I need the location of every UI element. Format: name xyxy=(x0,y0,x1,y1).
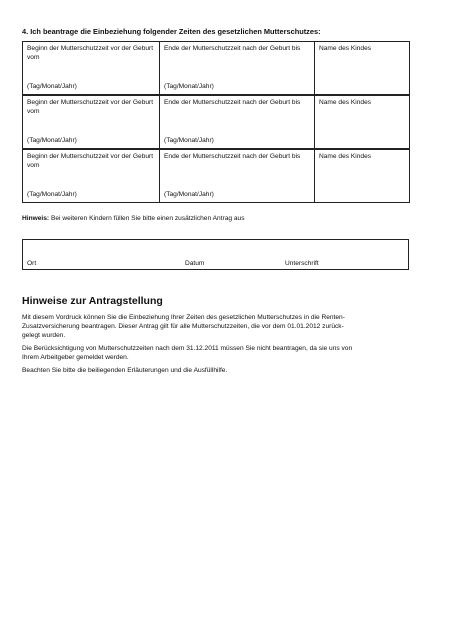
section-title: 4. Ich beantrage die Einbeziehung folgender Zeiten des gesetzlichen Mutterschutzes: xyxy=(22,27,321,36)
guidance-paragraph-2 xyxy=(22,344,417,362)
begin-date-label: Beginn der Mutterschutzzeit vor der Geburt vom xyxy=(27,45,154,61)
date-format-hint: (Tag/Monat/Jahr) xyxy=(27,83,77,91)
guidance-heading: Hinweise zur Antragstellung xyxy=(22,295,163,307)
mutterschutz-table-3 xyxy=(22,149,410,203)
child-name-label: Name des Kindes xyxy=(319,45,372,52)
end-date-label: Ende der Mutterschutzzeit nach der Geburt bis xyxy=(164,45,301,52)
table-row xyxy=(23,96,410,149)
signature-label: Unterschrift xyxy=(285,260,319,267)
begin-date-field[interactable] xyxy=(23,96,160,149)
hint-text: Bei weiteren Kindern füllen Sie bitte einen zusätzlichen Antrag aus xyxy=(49,215,245,222)
end-date-field[interactable] xyxy=(160,42,315,95)
hint-label: Hinweis: xyxy=(22,215,50,222)
text-line: Beachten Sie bitte die beiliegenden Erläuterungen und die Ausfüllhilfe. xyxy=(22,367,228,374)
table-row xyxy=(23,42,410,95)
date-format-hint: (Tag/Monat/Jahr) xyxy=(27,191,77,199)
table-row xyxy=(23,150,410,203)
date-format-hint: (Tag/Monat/Jahr) xyxy=(27,137,77,145)
child-name-label: Name des Kindes xyxy=(319,153,372,160)
begin-date-label: Beginn der Mutterschutzzeit vor der Geburt vom xyxy=(27,153,154,169)
text-line: Mit diesem Vordruck können Sie die Einbeziehung Ihrer Zeiten des gesetzlichen Mutterschutzes in die Renten- xyxy=(22,314,345,321)
guidance-paragraph-3 xyxy=(22,366,417,375)
child-name-field[interactable] xyxy=(315,150,410,203)
date-format-hint: (Tag/Monat/Jahr) xyxy=(164,137,214,145)
signature-box[interactable] xyxy=(22,239,409,270)
text-line: Die Berücksichtigung von Mutterschutzzeiten nach dem 31.12.2011 müssen Sie nicht beantragen, da sie uns von xyxy=(22,345,353,352)
child-name-field[interactable] xyxy=(315,96,410,149)
begin-date-label: Beginn der Mutterschutzzeit vor der Geburt vom xyxy=(27,99,154,115)
date-label: Datum xyxy=(185,260,205,267)
text-line: Zusatzversicherung beantragen. Dieser Antrag gilt für alle Mutterschutzzeiten, die vor dem 01.01.2012 zurück- xyxy=(22,323,344,330)
hint-note xyxy=(22,215,245,222)
date-format-hint: (Tag/Monat/Jahr) xyxy=(164,191,214,199)
end-date-label: Ende der Mutterschutzzeit nach der Geburt bis xyxy=(164,153,301,160)
guidance-paragraph-1 xyxy=(22,313,417,340)
place-label: Ort xyxy=(27,260,37,267)
end-date-field[interactable] xyxy=(160,150,315,203)
begin-date-field[interactable] xyxy=(23,150,160,203)
begin-date-field[interactable] xyxy=(23,42,160,95)
mutterschutz-table-2 xyxy=(22,95,410,149)
child-name-label: Name des Kindes xyxy=(319,99,372,106)
end-date-label: Ende der Mutterschutzzeit nach der Geburt bis xyxy=(164,99,301,106)
date-format-hint: (Tag/Monat/Jahr) xyxy=(164,83,214,91)
text-line: gelegt wurden. xyxy=(22,332,66,339)
end-date-field[interactable] xyxy=(160,96,315,149)
mutterschutz-table-1 xyxy=(22,41,410,95)
text-line: Ihrem Arbeitgeber gemeldet werden. xyxy=(22,354,129,361)
child-name-field[interactable] xyxy=(315,42,410,95)
